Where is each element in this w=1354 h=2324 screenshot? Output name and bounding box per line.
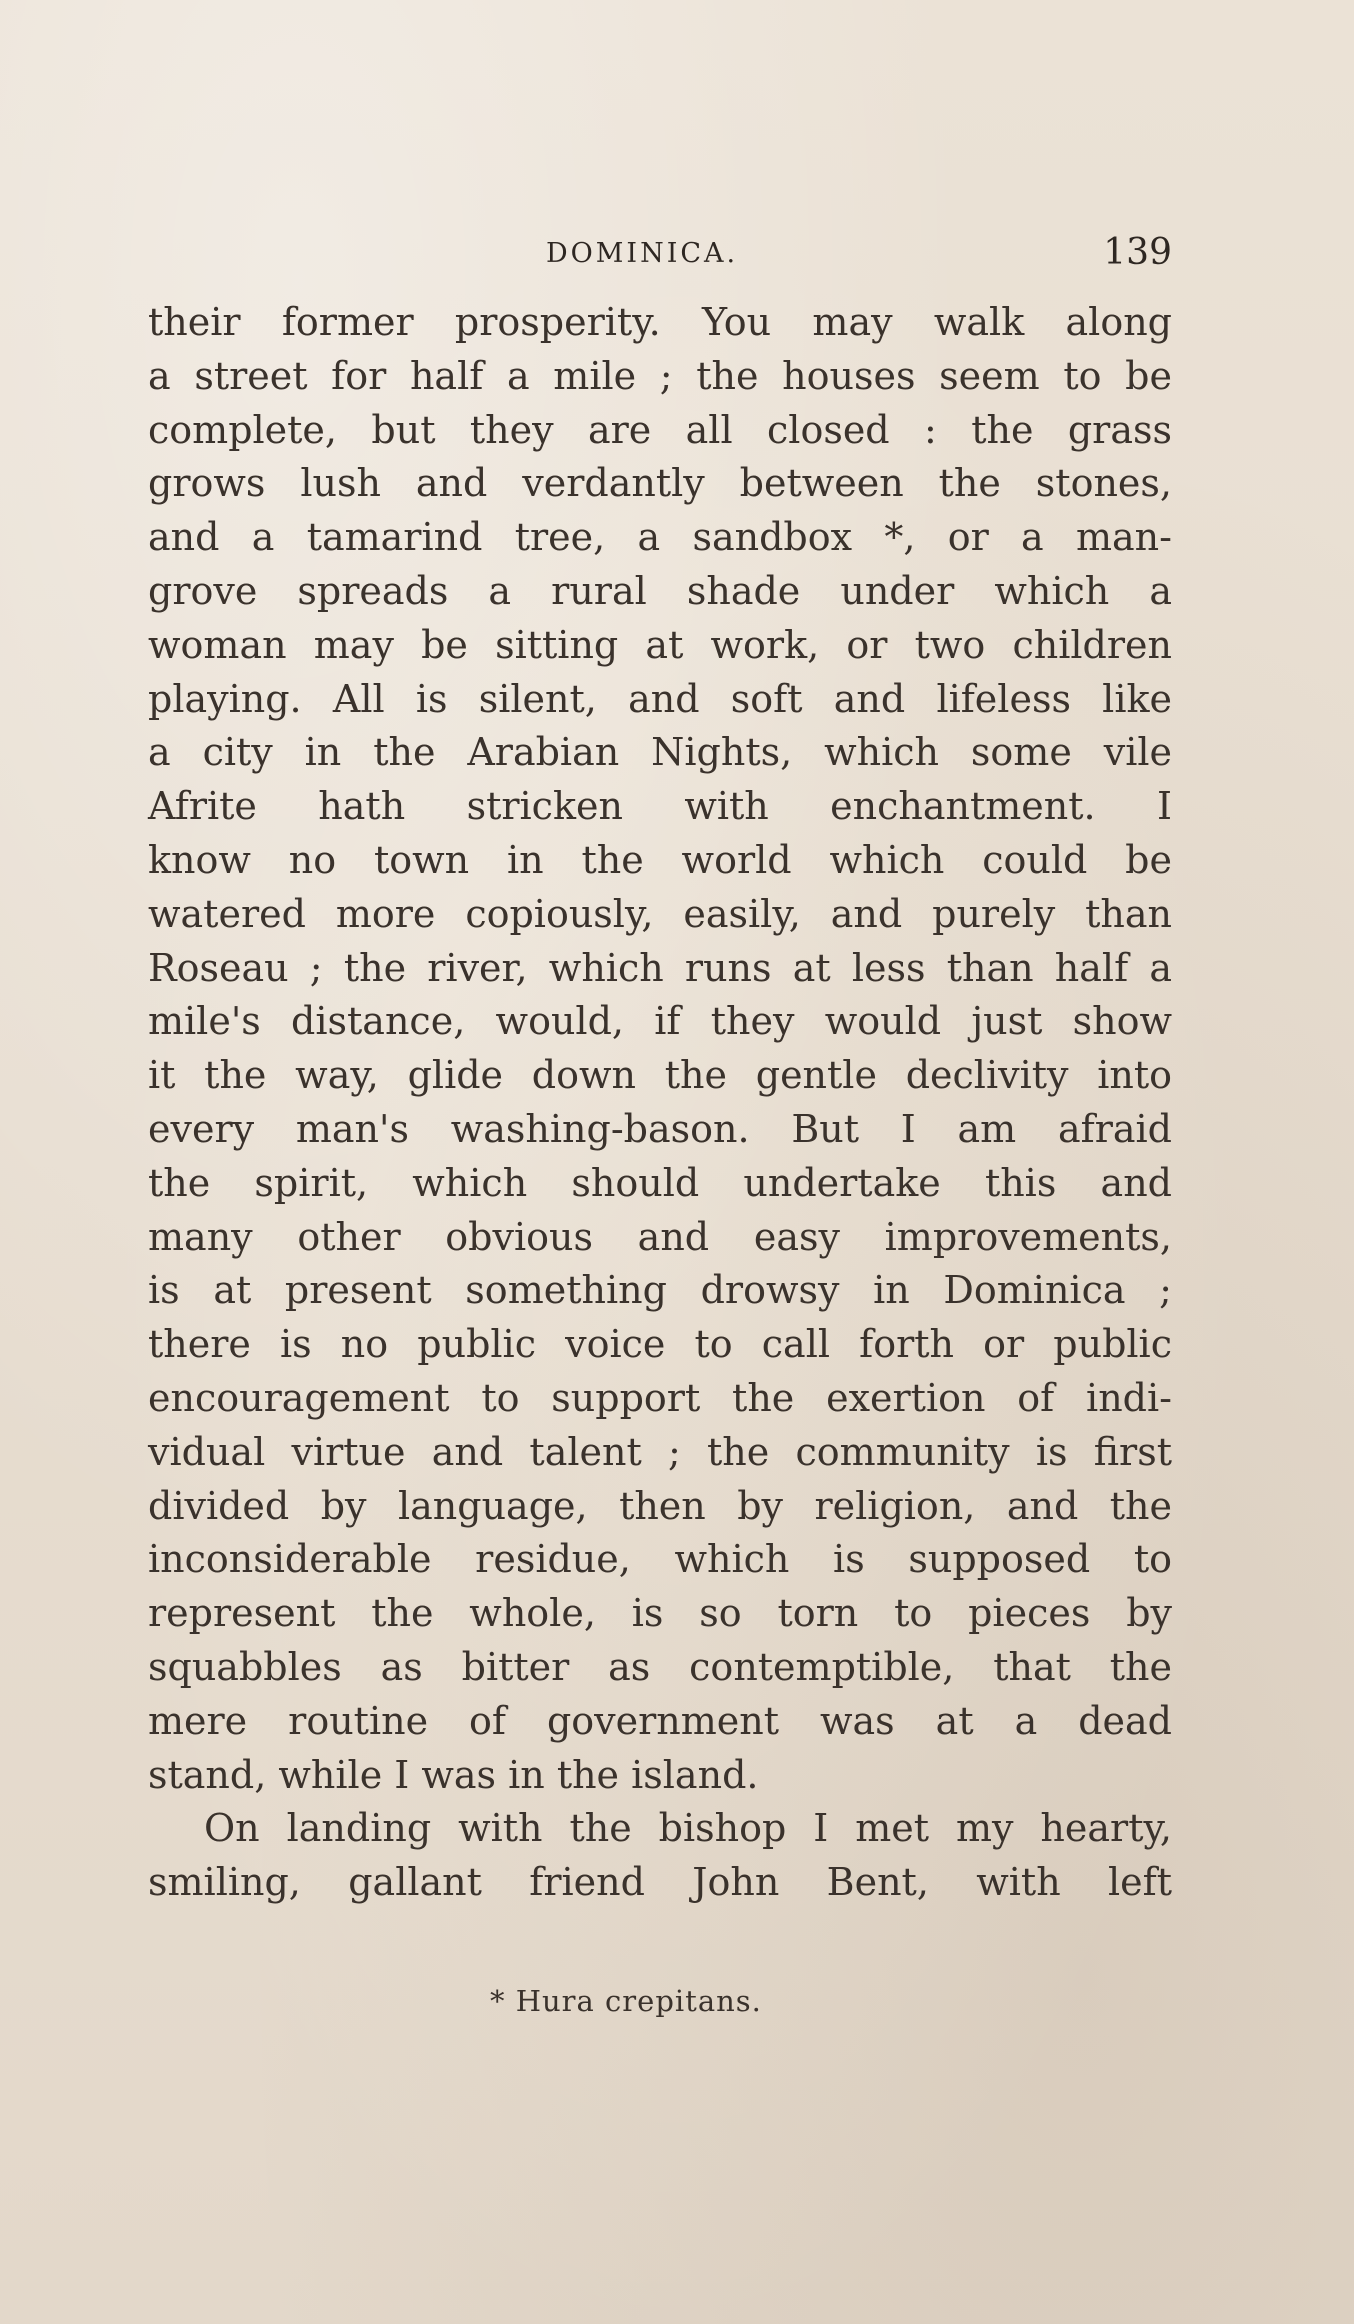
text-line: watered more copiously, easily, and purely than — [148, 891, 1172, 936]
text-line: mere routine of government was at a dead — [148, 1698, 1172, 1743]
text-line: is at present something drowsy in Dominica ; — [148, 1268, 1172, 1313]
text-line: stand, while I was in the island. — [148, 1752, 759, 1797]
text-line-indented: On landing with the bishop I met my hearty, — [204, 1806, 1172, 1851]
text-line: divided by language, then by religion, and the — [148, 1483, 1172, 1528]
text-line: grove spreads a rural shade under which a — [148, 568, 1172, 613]
page-number: 139 — [1103, 232, 1172, 273]
footnote: * Hura crepitans. — [490, 1984, 762, 2018]
text-line: their former prosperity. You may walk along — [148, 300, 1172, 344]
text-line: complete, but they are all closed : the grass — [148, 407, 1172, 452]
text-line: represent the whole, is so torn to pieces by — [148, 1591, 1172, 1636]
text-line: squabbles as bitter as contemptible, that the — [148, 1644, 1172, 1689]
text-line: a city in the Arabian Nights, which some vile — [148, 730, 1172, 775]
text-line: vidual virtue and talent ; the community is first — [148, 1429, 1172, 1474]
text-line: encouragement to support the exertion of indi- — [148, 1375, 1172, 1420]
text-line: and a tamarind tree, a sandbox *, or a man- — [148, 515, 1172, 560]
text-line: there is no public voice to call forth or public — [148, 1322, 1172, 1367]
text-line: smiling, gallant friend John Bent, with left — [148, 1860, 1172, 1905]
text-line: mile's distance, would, if they would just show — [148, 999, 1172, 1044]
text-line: inconsiderable residue, which is supposed to — [148, 1537, 1172, 1582]
text-line: know no town in the world which could be — [148, 837, 1172, 882]
text-line: Afrite hath stricken with enchantment. I — [148, 784, 1172, 829]
running-title: DOMINICA. — [546, 238, 739, 269]
text-line: woman may be sitting at work, or two children — [148, 622, 1172, 667]
text-line: the spirit, which should undertake this and — [148, 1160, 1172, 1205]
text-line: Roseau ; the river, which runs at less than half a — [148, 945, 1172, 990]
text-line: grows lush and verdantly between the stones, — [148, 461, 1172, 506]
body-text — [148, 296, 1172, 1910]
text-line: playing. All is silent, and soft and lifeless like — [148, 676, 1172, 721]
text-line: it the way, glide down the gentle declivity into — [148, 1053, 1172, 1098]
text-line: every man's washing-bason. But I am afraid — [148, 1106, 1172, 1151]
running-head — [546, 232, 1186, 276]
text-line: many other obvious and easy improvements, — [148, 1214, 1172, 1259]
text-line: a street for half a mile ; the houses seem to be — [148, 353, 1172, 398]
